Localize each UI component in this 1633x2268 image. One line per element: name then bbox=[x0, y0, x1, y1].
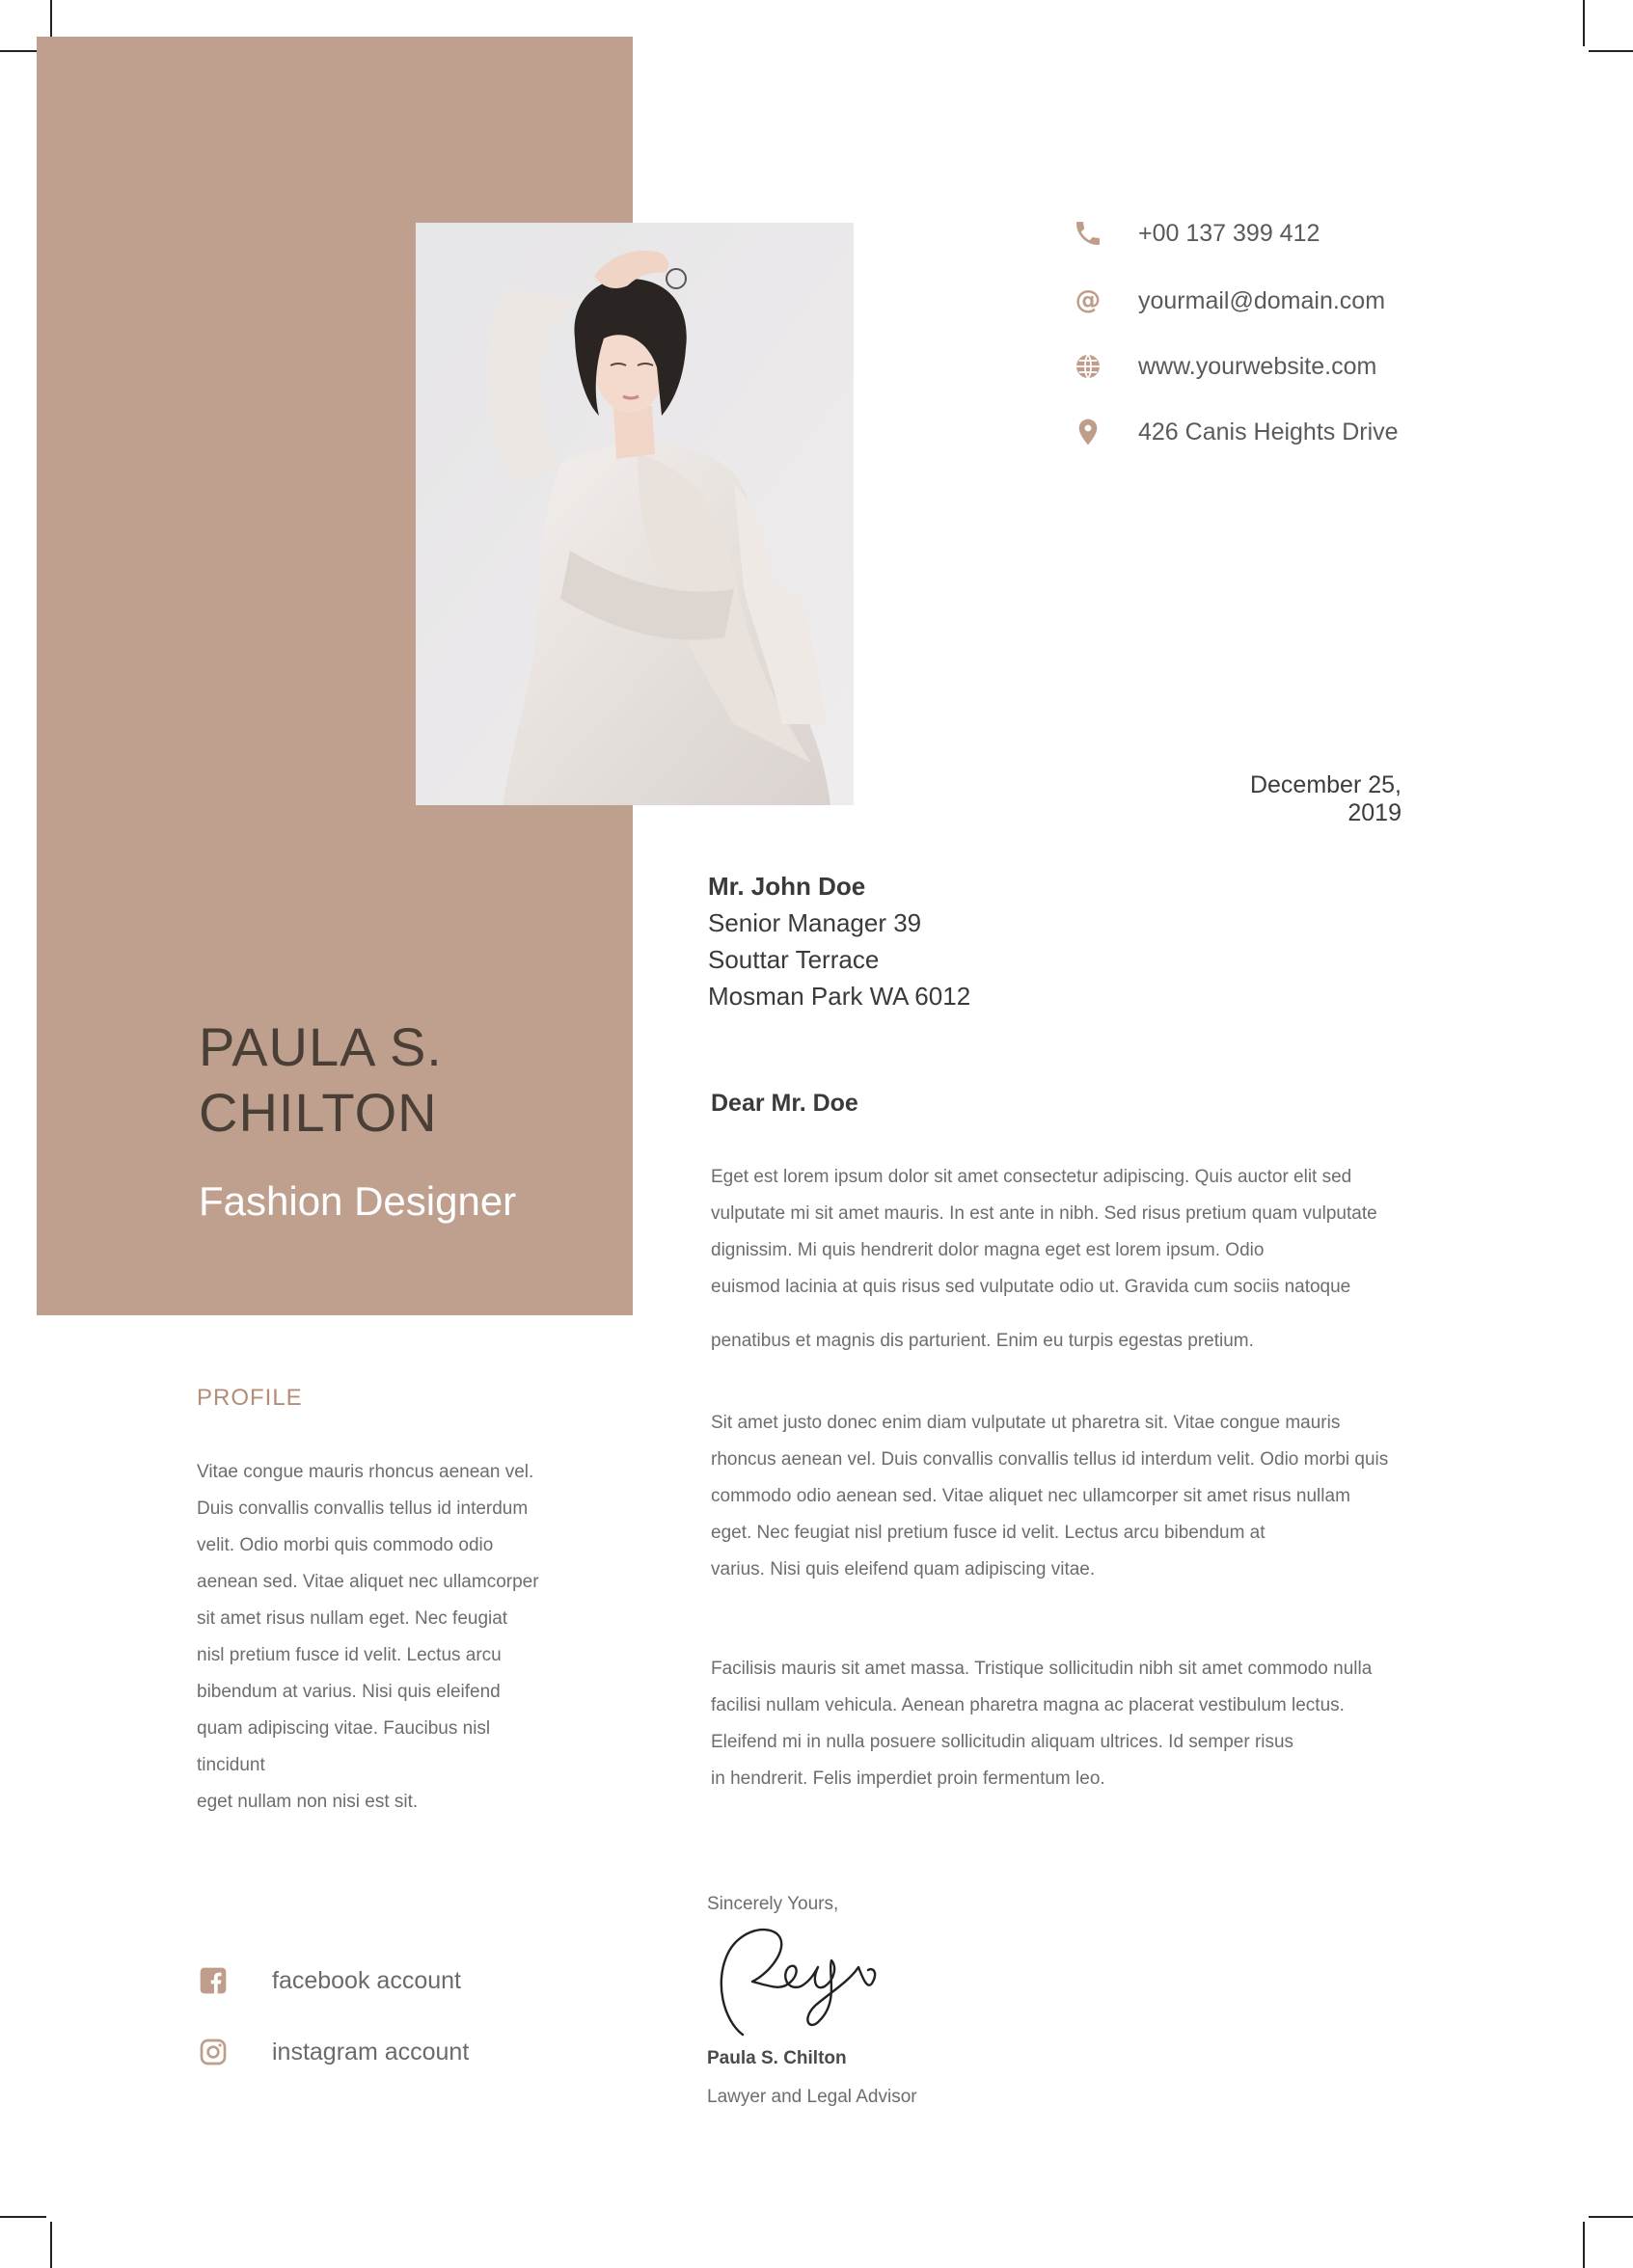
instagram-icon bbox=[197, 2036, 230, 2068]
salutation: Dear Mr. Doe bbox=[711, 1090, 858, 1117]
job-title: Fashion Designer bbox=[199, 1178, 517, 1224]
letter-paragraph-1: Eget est lorem ipsum dolor sit amet consectetur adipiscing. Quis auctor elit sed vulputate mi sit amet mauris. In est ante in nibh. Sed risus pretium quam vulputate dignissim. Mi quis hendrerit dolor magna eget est lorem ipsum. Odio euismod lacinia at quis risus sed vulputate odio ut. Gravida cum sociis natoque bbox=[711, 1167, 1377, 1297]
letter-paragraph-2: Sit amet justo donec enim diam vulputate ut pharetra sit. Vitae congue mauris rhoncus aenean vel. Duis convallis convallis tellus id interdum velit. Odio morbi quis commodo odio aenean sed. Vitae aliquet nec ullamcorper sit amet risus nullam eget. Nec feugiat nisl pretium fusce id velit. Lectus arcu bibendum at varius. Nisi quis eleifend quam adipiscing vitae. bbox=[711, 1413, 1389, 1580]
contact-email[interactable] bbox=[1071, 282, 1385, 320]
location-pin-icon bbox=[1071, 415, 1105, 449]
facebook-link[interactable] bbox=[197, 1961, 461, 2000]
facebook-icon bbox=[197, 1964, 230, 1997]
handwritten-signature bbox=[704, 1914, 916, 2039]
name-line-1: PAULA S. bbox=[199, 1016, 443, 1077]
crop-mark bbox=[1589, 50, 1633, 52]
street-address: 426 Canis Heights Drive bbox=[1138, 418, 1399, 446]
recipient-block bbox=[708, 868, 970, 1014]
recipient-line-2: Souttar Terrace bbox=[708, 945, 880, 974]
phone-number: +00 137 399 412 bbox=[1138, 219, 1320, 247]
signer-title: Lawyer and Legal Advisor bbox=[707, 2087, 917, 2107]
facebook-label: facebook account bbox=[272, 1966, 461, 1994]
contact-address bbox=[1071, 413, 1399, 451]
crop-mark bbox=[1583, 0, 1585, 46]
crop-mark bbox=[1583, 2222, 1585, 2268]
portrait-illustration bbox=[416, 223, 854, 805]
instagram-label: instagram account bbox=[272, 2038, 470, 2066]
crop-mark bbox=[0, 2216, 46, 2218]
svg-text:@: @ bbox=[1075, 285, 1102, 315]
contact-website[interactable] bbox=[1071, 347, 1376, 386]
phone-icon bbox=[1071, 216, 1105, 251]
at-icon bbox=[1071, 284, 1105, 318]
profile-heading: PROFILE bbox=[197, 1385, 303, 1411]
signer-name: Paula S. Chilton bbox=[707, 2048, 847, 2068]
letter-paragraph-3: Facilisis mauris sit amet massa. Tristique sollicitudin nibh sit amet commodo nulla facilisi nullam vehicula. Aenean pharetra magna ac placerat vestibulum lectus. Eleifend mi in nulla posuere sollicitudin aliquam ultrices. Id semper risus in hendrerit. Felis imperdiet proin fermentum leo. bbox=[711, 1659, 1373, 1789]
email-address: yourmail@domain.com bbox=[1138, 286, 1386, 314]
applicant-name bbox=[199, 1014, 604, 1146]
name-line-2: CHILTON bbox=[199, 1082, 438, 1143]
recipient-name: Mr. John Doe bbox=[708, 872, 866, 901]
letter-date: December 25, 2019 bbox=[1249, 771, 1402, 826]
recipient-line-3: Mosman Park WA 6012 bbox=[708, 982, 971, 1011]
crop-mark bbox=[1589, 2216, 1633, 2218]
portrait-photo bbox=[416, 223, 854, 805]
closing-phrase: Sincerely Yours, bbox=[707, 1894, 839, 1914]
globe-icon bbox=[1071, 349, 1105, 384]
recipient-line-1: Senior Manager 39 bbox=[708, 908, 922, 937]
contact-phone[interactable] bbox=[1071, 214, 1320, 253]
website-url: www.yourwebsite.com bbox=[1138, 352, 1377, 380]
instagram-link[interactable] bbox=[197, 2033, 469, 2071]
crop-mark bbox=[50, 2222, 52, 2268]
profile-text: Vitae congue mauris rhoncus aenean vel. Duis convallis convallis tellus id interdum velit. Odio morbi quis commodo odio aenean sed. Vitae aliquet nec ullamcorper sit amet risus nullam eget. Nec feugiat nisl pretium fusce id velit. Lectus arcu bibendum at varius. Nisi quis eleifend quam adipiscing vitae. Faucibus nisl tincidunt eget nullam non nisi est sit. bbox=[197, 1462, 539, 1812]
letter-paragraph-1-end: penatibus et magnis dis parturient. Enim eu turpis egestas pretium. bbox=[711, 1331, 1254, 1351]
